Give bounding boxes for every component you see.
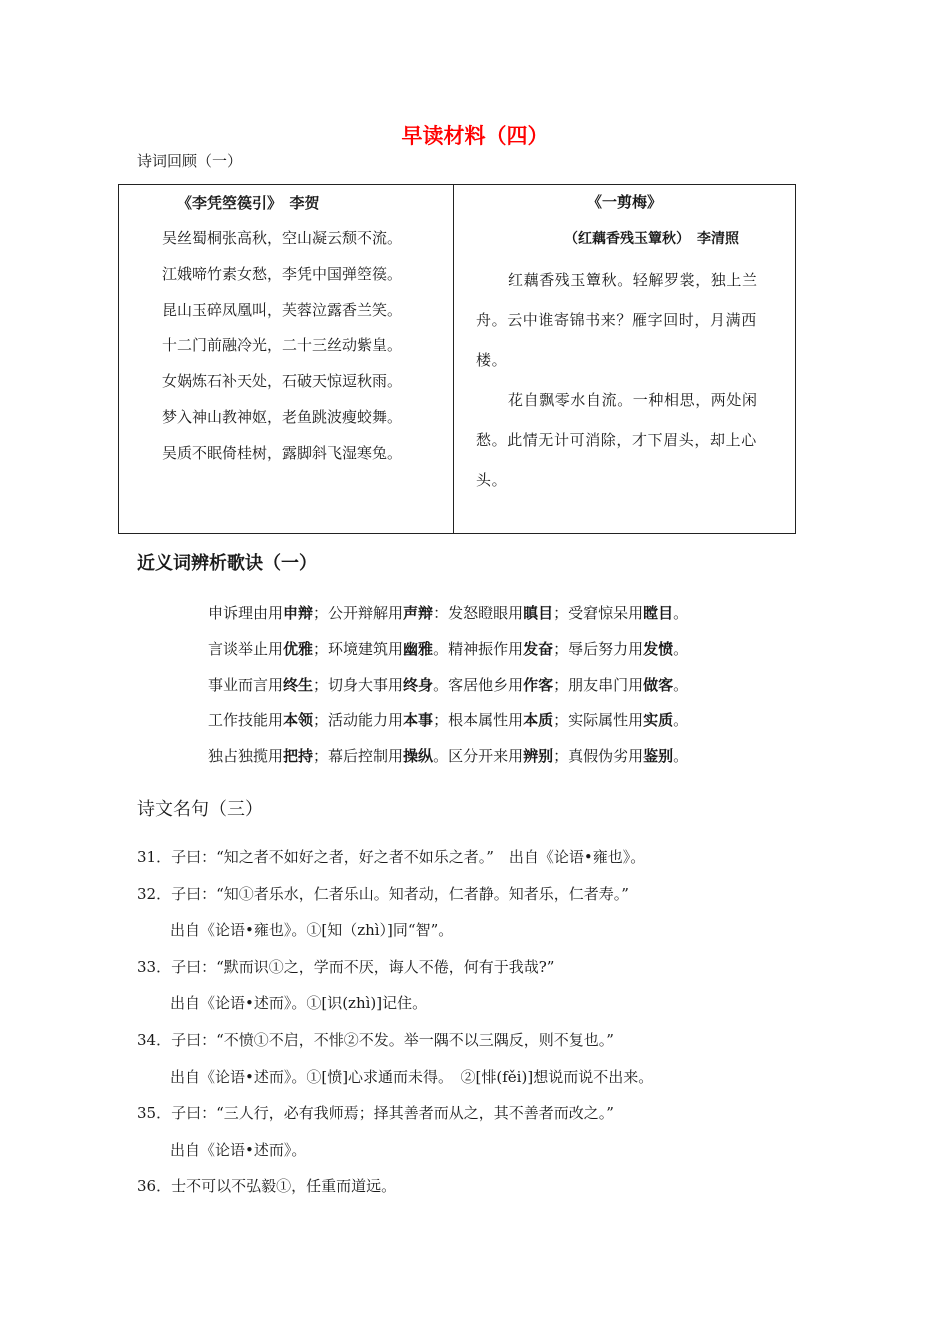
mnemonic-text: 事业而言用 xyxy=(208,675,284,694)
keyword: 鉴别 xyxy=(643,747,674,766)
quote-line: 出自《论语•述而》。①[愤]心求通而未得。 ②[悱(fěi)]想说而说不出来。 xyxy=(170,1067,654,1086)
mnemonic-text: ；公开辩解用 xyxy=(313,604,404,622)
poem-line: 吴质不眠倚桂树，露脚斜飞湿寒兔。 xyxy=(162,443,403,462)
section-heading-poems: 诗词回顾（一） xyxy=(137,152,243,170)
poem-paragraph: 花自飘零水自流。一种相思，两处闲愁。此情无计可消除，才下眉头，却上心头。 xyxy=(476,391,758,489)
keyword: 终生 xyxy=(283,675,314,694)
mnemonic-text: 。区分开来用 xyxy=(433,747,524,766)
mnemonic-line xyxy=(208,636,688,672)
poem-line: 江娥啼竹素女愁，李凭中国弹箜篌。 xyxy=(162,264,403,283)
keyword: 本质 xyxy=(523,711,554,730)
poem-right-body xyxy=(476,260,781,500)
poem-right-title: 《一剪梅》 xyxy=(586,193,662,211)
keyword: 瞠目 xyxy=(643,604,674,622)
mnemonic-line xyxy=(208,743,688,779)
poems-table xyxy=(118,184,796,534)
quote-line: 出自《论语•雍也》。①[知（zhì）]同“智”。 xyxy=(170,921,454,940)
quote-line: 35．子曰：“三人行，必有我师焉；择其善者而从之，其不善者而改之。” xyxy=(137,1104,614,1123)
poem-left-title: 《李凭箜篌引》 李贺 xyxy=(177,194,320,212)
poem-line: 吴丝蜀桐张高秋，空山凝云颓不流。 xyxy=(162,229,403,247)
mnemonic-text: ；根本属性用 xyxy=(433,711,524,730)
mnemonic-text: ；活动能力用 xyxy=(313,711,404,730)
section-heading-synonyms: 近义词辨析歌诀（一） xyxy=(137,553,317,574)
mnemonic-text: 。 xyxy=(673,747,689,766)
mnemonic-text: 。 xyxy=(673,604,689,622)
keyword: 瞋目 xyxy=(523,604,554,622)
mnemonic-text: 独占独揽用 xyxy=(208,747,284,766)
mnemonic-text: 。客居他乡用 xyxy=(433,675,524,694)
keyword: 发愤 xyxy=(643,639,674,658)
poem-right-subtitle: （红藕香残玉簟秋） 李清照 xyxy=(564,231,739,247)
mnemonic-text: 。精神振作用 xyxy=(433,639,524,658)
quote-line: 34．子曰：“不愤①不启，不悱②不发。举一隅不以三隅反，则不复也。” xyxy=(137,1030,614,1049)
mnemonic-text: 。 xyxy=(673,675,689,694)
mnemonic-text: ；辱后努力用 xyxy=(553,639,644,658)
mnemonic-text: 。 xyxy=(673,639,689,658)
quote-line: 出自《论语•述而》。①[识(zhì)]记住。 xyxy=(170,994,428,1013)
keyword: 声辩 xyxy=(403,604,434,622)
mnemonic-text: ；切身大事用 xyxy=(313,675,404,694)
mnemonic-text: ：发怒瞪眼用 xyxy=(433,604,524,622)
mnemonic-text: ；实际属性用 xyxy=(553,711,644,730)
keyword: 发奋 xyxy=(523,639,554,658)
keyword: 做客 xyxy=(643,675,674,694)
quote-line: 31．子曰：“知之者不如好之者，好之者不如乐之者。” 出自《论语•雍也》。 xyxy=(137,848,646,866)
keyword: 操纵 xyxy=(403,747,434,766)
keyword: 本领 xyxy=(283,711,314,730)
poem-line: 昆山玉碎凤凰叫，芙蓉泣露香兰笑。 xyxy=(162,300,403,319)
poem-right-cell xyxy=(454,185,796,534)
quote-line: 32．子曰：“知①者乐水，仁者乐山。知者动，仁者静。知者乐，仁者寿。” xyxy=(137,884,629,903)
poem-line: 梦入神山教神妪，老鱼跳波瘦蛟舞。 xyxy=(162,407,403,426)
keyword: 本事 xyxy=(403,711,434,730)
poem-line: 女娲炼石补天处，石破天惊逗秋雨。 xyxy=(162,372,403,391)
keyword: 把持 xyxy=(283,747,314,766)
keyword: 幽雅 xyxy=(403,639,434,658)
poem-left-lines xyxy=(162,227,453,478)
section-heading-quotes: 诗文名句（三） xyxy=(137,799,263,820)
poem-line: 十二门前融冷光，二十三丝动紫皇。 xyxy=(162,336,403,355)
mnemonic-line xyxy=(208,707,688,743)
keyword: 实质 xyxy=(643,711,674,730)
quote-line: 33．子曰：“默而识①之，学而不厌，诲人不倦，何有于我哉?” xyxy=(137,957,555,976)
mnemonic-text: ；真假伪劣用 xyxy=(553,747,644,766)
mnemonic-text: ；环境建筑用 xyxy=(313,639,404,658)
mnemonic-text: 。 xyxy=(673,711,689,730)
quote-line: 出自《论语•述而》。 xyxy=(170,1140,307,1159)
mnemonic-text: 言谈举止用 xyxy=(208,639,284,658)
synonym-mnemonics xyxy=(208,600,688,779)
keyword: 作客 xyxy=(523,675,554,694)
poem-left-cell xyxy=(119,185,454,534)
mnemonic-text: ；受窘惊呆用 xyxy=(553,604,644,622)
keyword: 辨别 xyxy=(523,747,554,766)
keyword: 终身 xyxy=(403,675,434,694)
mnemonic-text: 申诉理由用 xyxy=(208,604,284,622)
mnemonic-text: ；幕后控制用 xyxy=(313,747,404,766)
quote-line: 36．士不可以不弘毅①，任重而道远。 xyxy=(137,1177,397,1196)
mnemonic-text: 工作技能用 xyxy=(208,711,284,730)
mnemonic-line xyxy=(208,600,688,636)
keyword: 优雅 xyxy=(283,639,314,658)
mnemonic-text: ；朋友串门用 xyxy=(553,675,644,694)
keyword: 申辩 xyxy=(283,604,314,622)
page-title: 早读材料（四） xyxy=(401,124,549,148)
poem-paragraph: 红藕香残玉簟秋。轻解罗裳，独上兰舟。云中谁寄锦书来？雁字回时，月满西楼。 xyxy=(476,271,758,369)
mnemonic-line xyxy=(208,672,688,708)
quotes-list xyxy=(137,844,797,1210)
